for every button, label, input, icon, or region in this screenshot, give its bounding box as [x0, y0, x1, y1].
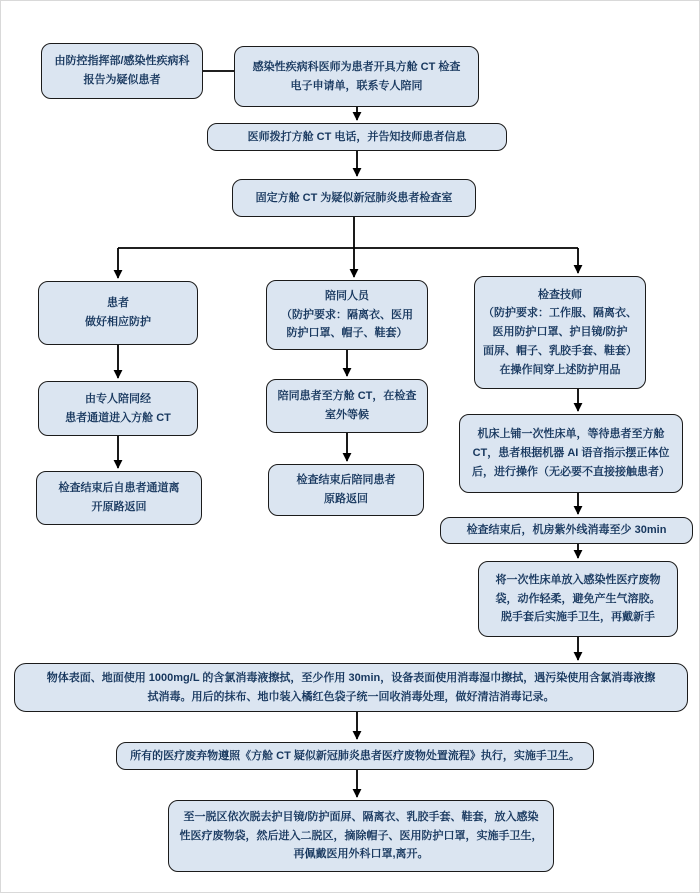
- flow-box-tech: 检查技师 （防护要求：工作服、隔离衣、 医用防护口罩、护目镜/防护 面屏、帽子、乳胶手套、鞋套） 在操作间穿上述防护用品: [474, 276, 646, 389]
- flow-box-patient: 患者 做好相应防护: [38, 281, 198, 345]
- flow-box-patient2: 由专人陪同经 患者通道进入方舱 CT: [38, 381, 198, 436]
- flow-box-tech3: 检查结束后，机房紫外线消毒至少 30min: [440, 517, 693, 544]
- flow-box-escort3: 检查结束后陪同患者 原路返回: [268, 464, 424, 516]
- flow-box-call: 医师拨打方舱 CT 电话，并告知技师患者信息: [207, 123, 507, 151]
- flow-box-tech4: 将一次性床单放入感染性医疗废物 袋，动作轻柔，避免产生气溶胶。 脱手套后实施手卫生，再戴新手: [478, 561, 678, 637]
- flow-box-doffing: 至一脱区依次脱去护目镜/防护面屏、隔离衣、乳胶手套、鞋套，放入感染 性医疗废物袋，然后进入二脱区，摘除帽子、医用防护口罩，实施手卫生， 再佩戴医用外科口罩,离开。: [168, 800, 554, 872]
- flow-box-medical-waste: 所有的医疗废弃物遵照《方舱 CT 疑似新冠肺炎患者医疗废物处置流程》执行，实施手卫生。: [116, 742, 594, 770]
- flow-box-escort: 陪同人员 （防护要求：隔离衣、医用 防护口罩、帽子、鞋套）: [266, 280, 428, 350]
- flow-box-patient3: 检查结束后自患者通道离 开原路返回: [36, 471, 202, 525]
- flow-box-report: 由防控指挥部/感染性疾病科 报告为疑似患者: [41, 43, 203, 99]
- flow-box-surface-disinfection: 物体表面、地面使用 1000mg/L 的含氯消毒液擦拭，至少作用 30min，设备表面使用消毒湿巾擦拭，遇污染使用含氯消毒液擦 拭消毒。用后的抹布、地巾装入橘红色袋子统一回收消毒处理，做好清洁消毒记录。: [14, 663, 688, 712]
- flow-box-order: 感染性疾病科医师为患者开具方舱 CT 检查 电子申请单，联系专人陪同: [234, 46, 479, 107]
- flow-box-escort2: 陪同患者至方舱 CT，在检查 室外等候: [266, 379, 428, 433]
- flow-box-fix: 固定方舱 CT 为疑似新冠肺炎患者检查室: [232, 179, 476, 217]
- flow-box-tech2: 机床上铺一次性床单，等待患者至方舱 CT，患者根据机器 AI 语音指示摆正体位 后，进行操作（无必要不直接接触患者）: [459, 414, 683, 493]
